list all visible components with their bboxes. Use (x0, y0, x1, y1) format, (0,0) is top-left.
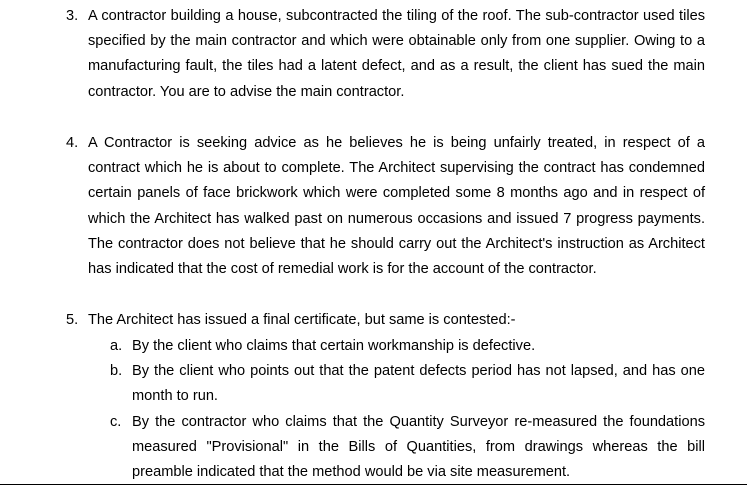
subitem-letter: a. (110, 338, 123, 354)
subitem-letter: b. (110, 363, 123, 379)
question-text: The Architect has issued a final certificate, but same is contested:- (88, 312, 516, 328)
page-bottom-rule (0, 484, 747, 485)
question-text: A contractor building a house, subcontracted the tiling of the roof. The sub-contractor used tiles specified by the main contractor and which were obtainable only from one supplier. Owing to a manufacturing fault, the tiles had a latent defect, and as a result, the client has sued the main contractor. You are to advise the main contractor. (88, 8, 705, 100)
subitem-text: By the client who claims that certain workmanship is defective. (132, 338, 536, 354)
question-number: 4. (66, 135, 79, 151)
question-number: 3. (66, 8, 79, 24)
question-number: 5. (66, 312, 79, 328)
subitem-text: By the client who points out that the patent defects period has not lapsed, and has one month to run. (132, 363, 705, 404)
question-text: A Contractor is seeking advice as he believes he is being unfairly treated, in respect of a contract which he is about to complete. The Architect supervising the contract has condemned certain panels of face brickwork which were completed some 8 months ago and in respect of which the Architect has walked past on numerous occasions and issued 7 progress payments. The contractor does not believe that he should carry out the Architect's instruction as Architect has indicated that the cost of remedial work is for the account of the contractor. (88, 135, 705, 278)
subitem-letter: c. (110, 414, 122, 430)
subitem-text: By the contractor who claims that the Quantity Surveyor re-measured the foundations measured "Provisional" in the Bills of Quantities, from drawings whereas the bill preamble indicated that the method would be via site measurement. (132, 414, 705, 480)
